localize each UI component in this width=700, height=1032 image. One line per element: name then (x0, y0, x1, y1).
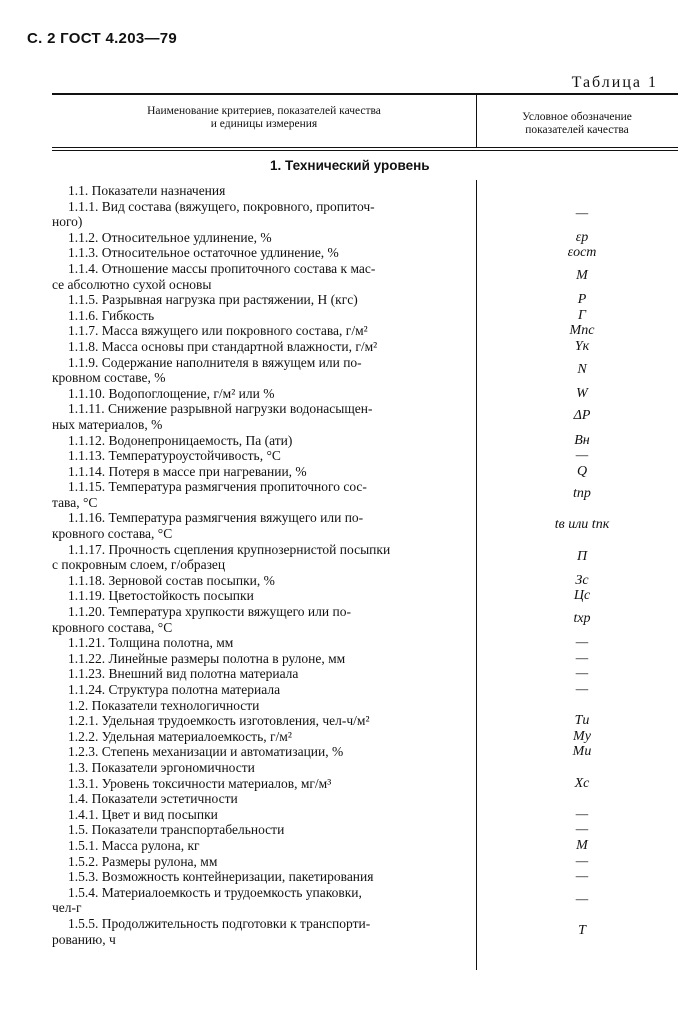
criterion-name-line: 1.1.10. Водопоглощение, г/м² или % (68, 385, 275, 401)
criterion-name (52, 635, 467, 651)
criterion-name-line: 1.1.12. Водонепроницаемость, Па (ати) (68, 432, 293, 448)
quality-symbol: tв или tпк (554, 517, 610, 533)
table-row (52, 588, 678, 604)
table-row (52, 776, 678, 792)
quality-symbol: Mпс (569, 323, 595, 339)
criterion-name-continuation: рованию, ч (52, 931, 116, 947)
criterion-name-line: 1.5. Показатели транспортабельности (68, 822, 285, 838)
criterion-name-line: 1.1.22. Линейные размеры полотна в рулоне, мм (68, 650, 346, 666)
criterion-name (52, 604, 467, 635)
quality-symbol: Mи (572, 744, 592, 760)
criterion-name-line: 1.2.2. Удельная материалоемкость, г/м² (68, 728, 292, 744)
criterion-name-line: 1.1.1. Вид состава (вяжущего, покровного, пропиточ- (68, 198, 375, 214)
criterion-name-line: 1.4.1. Цвет и вид посыпки (68, 806, 218, 822)
criterion-name-line: 1.5.1. Масса рулона, кг (68, 837, 200, 853)
criterion-name (52, 651, 467, 667)
criterion-name (52, 464, 467, 480)
table-row (52, 682, 678, 698)
table-row (52, 651, 678, 667)
quality-symbol: — (575, 891, 589, 907)
table-row (52, 698, 678, 714)
quality-symbol: — (575, 822, 589, 838)
criterion-name (52, 199, 467, 230)
table-row (52, 339, 678, 355)
quality-symbol: — (575, 635, 589, 651)
table-row (52, 760, 678, 776)
criterion-name (52, 682, 467, 698)
quality-symbol: P (577, 292, 587, 308)
quality-symbol: Mу (573, 728, 591, 744)
criterion-name-line: 1.1.8. Масса основы при стандартной влажности, г/м² (68, 338, 378, 354)
criterion-name (52, 854, 467, 870)
table-row (52, 542, 678, 573)
column-header-symbol-line2: показателей качества (525, 124, 629, 136)
column-header-name-line1: Наименование критериев, показателей качества (147, 105, 381, 117)
criterion-name-continuation: кровном составе, % (52, 370, 166, 386)
criterion-name (52, 448, 467, 464)
table-row (52, 729, 678, 745)
criterion-name-line: 1.2. Показатели технологичности (68, 697, 260, 713)
criterion-name-line: 1.1.3. Относительное остаточное удлинение, % (68, 245, 339, 261)
table-row (52, 822, 678, 838)
criterion-name-line: 1.1.14. Потеря в массе при нагревании, % (68, 463, 307, 479)
criterion-name-line: 1.1.21. Толщина полотна, мм (68, 635, 234, 651)
page-header: С. 2 ГОСТ 4.203—79 (27, 30, 178, 47)
table-row (52, 791, 678, 807)
column-header-name-line2: и единицы измерения (210, 118, 318, 130)
criterion-name-line: 1.1.13. Температуроустойчивость, °С (68, 448, 281, 464)
criterion-name (52, 573, 467, 589)
criterion-name (52, 822, 467, 838)
criterion-name-continuation: кровного состава, °С (52, 619, 173, 635)
criterion-name (52, 916, 467, 947)
table-row (52, 183, 678, 199)
table-row (52, 433, 678, 449)
table-label: Таблица 1 (571, 74, 658, 91)
criterion-name (52, 869, 467, 885)
quality-symbol: εост (567, 245, 597, 261)
column-header-name (52, 105, 476, 131)
table-row (52, 448, 678, 464)
criterion-name-line: 1.1.16. Температура размягчения вяжущего или по- (68, 510, 364, 526)
table-row (52, 401, 678, 432)
table-row (52, 464, 678, 480)
table-row (52, 199, 678, 230)
criterion-name-continuation: ного) (52, 214, 83, 230)
table-body (52, 183, 678, 947)
table-row (52, 604, 678, 635)
quality-symbol: — (575, 448, 589, 464)
criterion-name-line: 1.5.5. Продолжительность подготовки к транспорти- (68, 915, 371, 931)
criterion-name (52, 838, 467, 854)
table-row (52, 510, 678, 541)
criterion-name-continuation: с покровным слоем, г/образец (52, 557, 226, 573)
table-top-rule (52, 93, 678, 95)
criterion-name (52, 323, 467, 339)
quality-symbol: T (578, 922, 586, 938)
criterion-name (52, 510, 467, 541)
criterion-name-line: 1.1. Показатели назначения (68, 183, 226, 198)
table-row (52, 323, 678, 339)
criterion-name-line: 1.5.4. Материалоемкость и трудоемкость упаковки, (68, 884, 362, 900)
criterion-name-line: 1.1.11. Снижение разрывной нагрузки водонасыщен- (68, 401, 373, 417)
quality-symbol: tпр (573, 486, 591, 502)
quality-symbol: — (575, 205, 589, 221)
quality-symbol: Tи (574, 713, 590, 729)
header-rule-2 (52, 150, 678, 151)
criterion-name-line: 1.4. Показатели эстетичности (68, 791, 238, 807)
criterion-name (52, 807, 467, 823)
quality-symbol: N (577, 361, 587, 377)
criterion-name-line: 1.1.18. Зерновой состав посыпки, % (68, 572, 275, 588)
quality-symbol: — (575, 650, 589, 666)
quality-symbol: ΔP (573, 408, 591, 424)
quality-symbol: — (575, 682, 589, 697)
criterion-name (52, 776, 467, 792)
table-row (52, 869, 678, 885)
table-row (52, 854, 678, 870)
criterion-name-line: 1.2.3. Степень механизации и автоматизации, % (68, 744, 344, 760)
quality-symbol: tхр (573, 611, 591, 627)
header-rule-1 (52, 147, 678, 148)
criterion-name (52, 183, 467, 199)
quality-symbol: — (575, 666, 589, 682)
quality-symbol: W (576, 385, 588, 401)
criterion-name-line: 1.1.24. Структура полотна материала (68, 682, 281, 697)
criterion-name (52, 245, 467, 261)
table-row (52, 292, 678, 308)
criterion-name-line: 1.1.7. Масса вяжущего или покровного состава, г/м² (68, 323, 368, 339)
criterion-name (52, 713, 467, 729)
quality-symbol: — (575, 869, 589, 885)
criterion-name (52, 885, 467, 916)
criterion-name-continuation: ных материалов, % (52, 416, 163, 432)
table-row (52, 261, 678, 292)
table-row (52, 635, 678, 651)
quality-symbol: M (576, 267, 588, 283)
criterion-name (52, 588, 467, 604)
criterion-name-continuation: тава, °С (52, 494, 98, 510)
table-row (52, 807, 678, 823)
criterion-name-line: 1.3. Показатели эргономичности (68, 759, 255, 775)
criterion-name-line: 1.1.17. Прочность сцепления крупнозернистой посыпки (68, 541, 391, 557)
criterion-name (52, 479, 467, 510)
quality-symbol: Bн (574, 432, 590, 448)
criterion-name-continuation: чел-г (52, 900, 82, 916)
criterion-name-line: 1.1.4. Отношение массы пропиточного состава к мас- (68, 260, 376, 276)
table-row (52, 386, 678, 402)
criterion-name-line: 1.1.5. Разрывная нагрузка при растяжении, Н (кгс) (68, 292, 358, 308)
criterion-name-line: 1.5.3. Возможность контейнеризации, пакетирования (68, 869, 374, 885)
criterion-name-line: 1.1.15. Температура размягчения пропиточного сос- (68, 479, 367, 495)
quality-symbol: Xс (574, 775, 590, 791)
table-row (52, 885, 678, 916)
criterion-name (52, 433, 467, 449)
criterion-name (52, 339, 467, 355)
criterion-name (52, 355, 467, 386)
criterion-name (52, 698, 467, 714)
criterion-name-line: 1.1.20. Температура хрупкости вяжущего или по- (68, 604, 351, 620)
table-row (52, 916, 678, 947)
criterion-name (52, 292, 467, 308)
criterion-name (52, 666, 467, 682)
table-row (52, 838, 678, 854)
criterion-name-line: 1.5.2. Размеры рулона, мм (68, 853, 218, 869)
criterion-name-continuation: се абсолютно сухой основы (52, 276, 212, 292)
table-row (52, 666, 678, 682)
table-row (52, 245, 678, 261)
criterion-name-line: 1.2.1. Удельная трудоемкость изготовления, чел-ч/м² (68, 713, 370, 729)
quality-symbol: П (576, 548, 588, 564)
criterion-name-continuation: кровного состава, °С (52, 526, 173, 542)
criterion-name (52, 542, 467, 573)
criterion-name (52, 230, 467, 246)
table-row (52, 479, 678, 510)
criterion-name (52, 744, 467, 760)
criterion-name-line: 1.3.1. Уровень токсичности материалов, мг/м³ (68, 775, 332, 791)
quality-symbol: Г (578, 307, 586, 323)
quality-symbol: Yк (574, 338, 590, 354)
quality-symbol: Зс (575, 572, 589, 588)
criterion-name-line: 1.1.6. Гибкость (68, 307, 155, 323)
quality-symbol: Q (576, 463, 588, 479)
criterion-name-line: 1.1.9. Содержание наполнителя в вяжущем или по- (68, 354, 362, 370)
quality-symbol: M (576, 837, 588, 853)
table-row (52, 713, 678, 729)
table-row (52, 230, 678, 246)
quality-symbol: — (575, 853, 589, 869)
quality-symbol: Цс (573, 588, 591, 604)
table-row (52, 573, 678, 589)
criterion-name-line: 1.1.23. Внешний вид полотна материала (68, 666, 299, 682)
column-header-symbol (477, 111, 677, 137)
quality-symbol: εр (575, 229, 589, 245)
criterion-name-line: 1.1.19. Цветостойкость посыпки (68, 588, 254, 604)
criterion-name (52, 308, 467, 324)
column-header-symbol-line1: Условное обозначение (522, 111, 632, 123)
table-row (52, 744, 678, 760)
criterion-name (52, 791, 467, 807)
quality-symbol: — (575, 806, 589, 822)
criterion-name (52, 386, 467, 402)
criterion-name (52, 401, 467, 432)
table-row (52, 308, 678, 324)
criterion-name-line: 1.1.2. Относительное удлинение, % (68, 229, 272, 245)
criterion-name (52, 729, 467, 745)
table-row (52, 355, 678, 386)
criterion-name (52, 261, 467, 292)
section-title: 1. Технический уровень (270, 158, 430, 173)
criterion-name (52, 760, 467, 776)
